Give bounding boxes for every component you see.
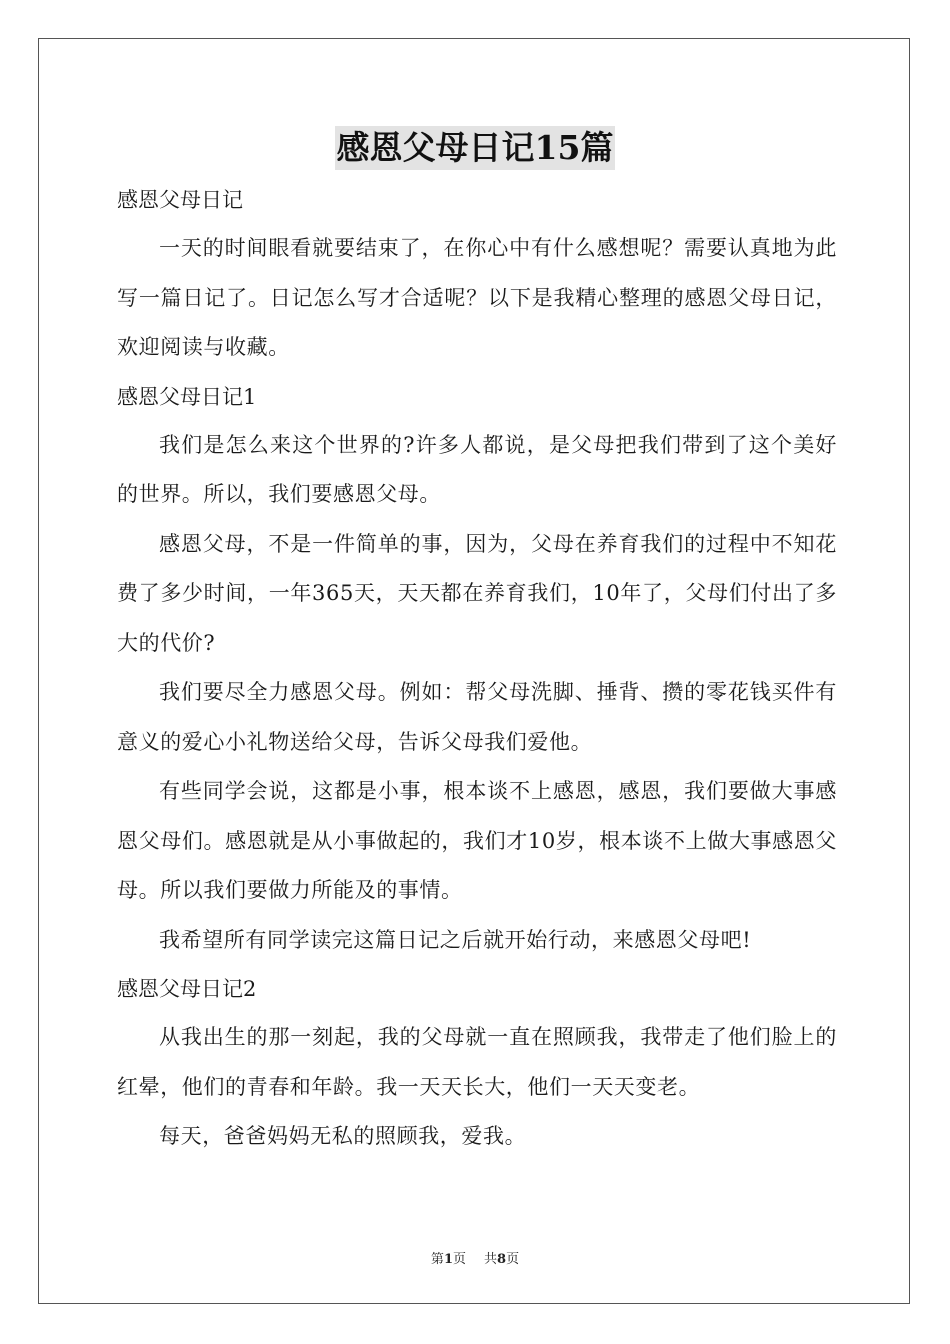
section1-heading: 感恩父母日记1 [117, 384, 257, 409]
intro-heading: 感恩父母日记 [117, 188, 243, 212]
page-suffix: 页 [452, 1252, 466, 1267]
section1-paragraph: 感恩父母，不是一件简单的事，因为，父母在养育我们的过程中不知花费了多少时间，一年365天，天天都在养育我们，10年了，父母们付出了多大的代价? [117, 531, 837, 655]
document-body [117, 176, 837, 1162]
page-prefix: 第 [430, 1252, 444, 1267]
total-page-count: 8 [497, 1252, 507, 1267]
section1-paragraph: 我们要尽全力感恩父母。例如：帮父母洗脚、捶背、攒的零花钱买件有意义的爱心小礼物送给父母，告诉父母我们爱他。 [117, 680, 837, 754]
total-prefix: 共 [484, 1252, 498, 1267]
current-page-number: 1 [443, 1252, 453, 1267]
section2-paragraph: 每天，爸爸妈妈无私的照顾我，爱我。 [159, 1124, 527, 1148]
section2-paragraph: 从我出生的那一刻起，我的父母就一直在照顾我，我带走了他们脸上的红晕，他们的青春和年龄。我一天天长大，他们一天天变老。 [117, 1025, 837, 1099]
section1-paragraph: 我们是怎么来这个世界的?许多人都说，是父母把我们带到了这个美好的世界。所以，我们要感恩父母。 [117, 432, 837, 506]
section2-heading: 感恩父母日记2 [117, 977, 257, 1001]
total-suffix: 页 [506, 1252, 520, 1267]
section1-paragraph: 我希望所有同学读完这篇日记之后就开始行动，来感恩父母吧! [159, 927, 752, 952]
intro-paragraph: 一天的时间眼看就要结束了，在你心中有什么感想呢？需要认真地为此写一篇日记了。日记怎么写才合适呢？以下是我精心整理的感恩父母日记，欢迎阅读与收藏。 [117, 236, 837, 359]
title-container [0, 126, 950, 170]
page-footer [0, 1248, 950, 1267]
section1-paragraph: 有些同学会说，这都是小事，根本谈不上感恩，感恩，我们要做大事感恩父母们。感恩就是从小事做起的，我们才10岁，根本谈不上做大事感恩父母。所以我们要做力所能及的事情。 [117, 779, 837, 902]
document-title: 感恩父母日记15篇 [335, 126, 616, 170]
